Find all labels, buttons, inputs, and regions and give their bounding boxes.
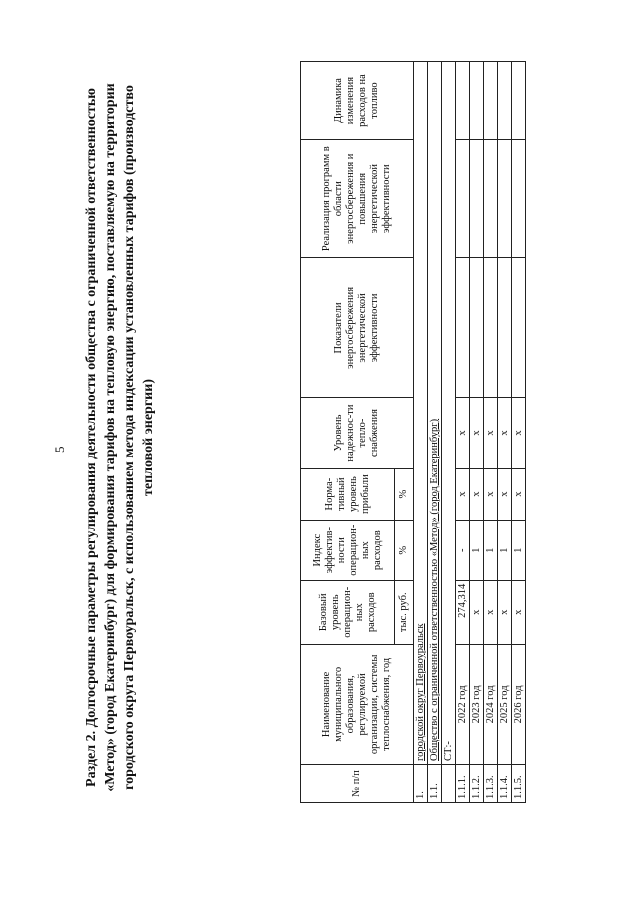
row-programs	[512, 140, 526, 258]
table-row	[456, 62, 470, 803]
row-energy-indicators	[484, 258, 498, 398]
row-energy-indicators	[456, 258, 470, 398]
unit-base: тыс. руб.	[395, 580, 414, 644]
header-index: Индекс эффектив-ности операцион-ных расходов	[301, 520, 395, 580]
row-base: 274,314	[456, 580, 470, 644]
header-fuel: Динамика изменения расходов на топливо	[301, 62, 414, 140]
table-header-row	[301, 62, 395, 803]
title-line-2: «Метод» (город Екатеринбург) для формирования тарифов на тепловую энергию, поставляемую на территории	[103, 83, 118, 792]
section-label: СТ:-	[442, 62, 456, 765]
table-row	[498, 62, 512, 803]
row-base: x	[470, 580, 484, 644]
section-num	[442, 764, 456, 802]
row-year: 2023 год	[470, 644, 484, 764]
row-norm: x	[512, 468, 526, 520]
page-number: 5	[52, 446, 67, 453]
row-norm: x	[456, 468, 470, 520]
section-row-system	[442, 62, 456, 803]
table-row	[470, 62, 484, 803]
row-fuel	[456, 62, 470, 140]
row-reliability: x	[484, 398, 498, 468]
title-line-3: городского округа Первоуральск, с использованием метода индексации установленных тарифов (производство	[122, 85, 137, 790]
unit-index: %	[395, 520, 414, 580]
row-reliability: x	[470, 398, 484, 468]
row-num: 1.1.4.	[498, 764, 512, 802]
row-norm: x	[470, 468, 484, 520]
row-norm: x	[498, 468, 512, 520]
header-reliability: Уровень надежнос-ти тепло-снабжения	[301, 398, 414, 468]
row-reliability: x	[512, 398, 526, 468]
row-base: x	[484, 580, 498, 644]
header-num: № п/п	[301, 764, 414, 802]
section-row-municipality	[414, 62, 428, 803]
row-programs	[456, 140, 470, 258]
parameters-table	[300, 61, 526, 803]
row-programs	[470, 140, 484, 258]
row-base: x	[498, 580, 512, 644]
row-norm: x	[484, 468, 498, 520]
row-year: 2025 год	[498, 644, 512, 764]
row-programs	[484, 140, 498, 258]
unit-norm: %	[395, 468, 414, 520]
row-fuel	[470, 62, 484, 140]
row-reliability: x	[456, 398, 470, 468]
table-row	[512, 62, 526, 803]
title-line-4: тепловой энергии)	[141, 379, 156, 496]
row-num: 1.1.5.	[512, 764, 526, 802]
row-fuel	[484, 62, 498, 140]
row-fuel	[498, 62, 512, 140]
section-row-organization	[428, 62, 442, 803]
row-num: 1.1.2.	[470, 764, 484, 802]
title-line-1: Раздел 2. Долгосрочные параметры регулирования деятельности общества с ограниченной ответственностью	[84, 88, 99, 787]
table-row	[484, 62, 498, 803]
row-energy-indicators	[512, 258, 526, 398]
row-num: 1.1.1.	[456, 764, 470, 802]
row-year: 2026 год	[512, 644, 526, 764]
row-year: 2022 год	[456, 644, 470, 764]
row-energy-indicators	[498, 258, 512, 398]
section-num: 1.1.	[428, 764, 442, 802]
row-index: 1	[484, 520, 498, 580]
row-index: 1	[470, 520, 484, 580]
row-year: 2024 год	[484, 644, 498, 764]
header-base: Базовый уровень операцион-ных расходов	[301, 580, 395, 644]
header-norm: Норма-тивный уровень прибыли	[301, 468, 395, 520]
row-energy-indicators	[470, 258, 484, 398]
header-programs: Реализация программ в области энергосбережения и повышения энергетической эффективности	[301, 140, 414, 258]
row-index: 1	[512, 520, 526, 580]
header-name: Наименование муниципального образования, регулируемой организации, системы теплоснабжения, год	[301, 644, 414, 764]
row-programs	[498, 140, 512, 258]
row-base: x	[512, 580, 526, 644]
row-index: 1	[498, 520, 512, 580]
section-num: 1.	[414, 764, 428, 802]
header-energy-indicators: Показатели энергосбережения энергетической эффективности	[301, 258, 414, 398]
row-reliability: x	[498, 398, 512, 468]
section-label: городской округ Первоуральск	[414, 62, 428, 765]
section-label: Общество с ограниченной ответственностью «Метод» (город Екатеринбург)	[428, 62, 442, 765]
row-fuel	[512, 62, 526, 140]
row-num: 1.1.3.	[484, 764, 498, 802]
section-title	[82, 70, 158, 805]
row-index: -	[456, 520, 470, 580]
